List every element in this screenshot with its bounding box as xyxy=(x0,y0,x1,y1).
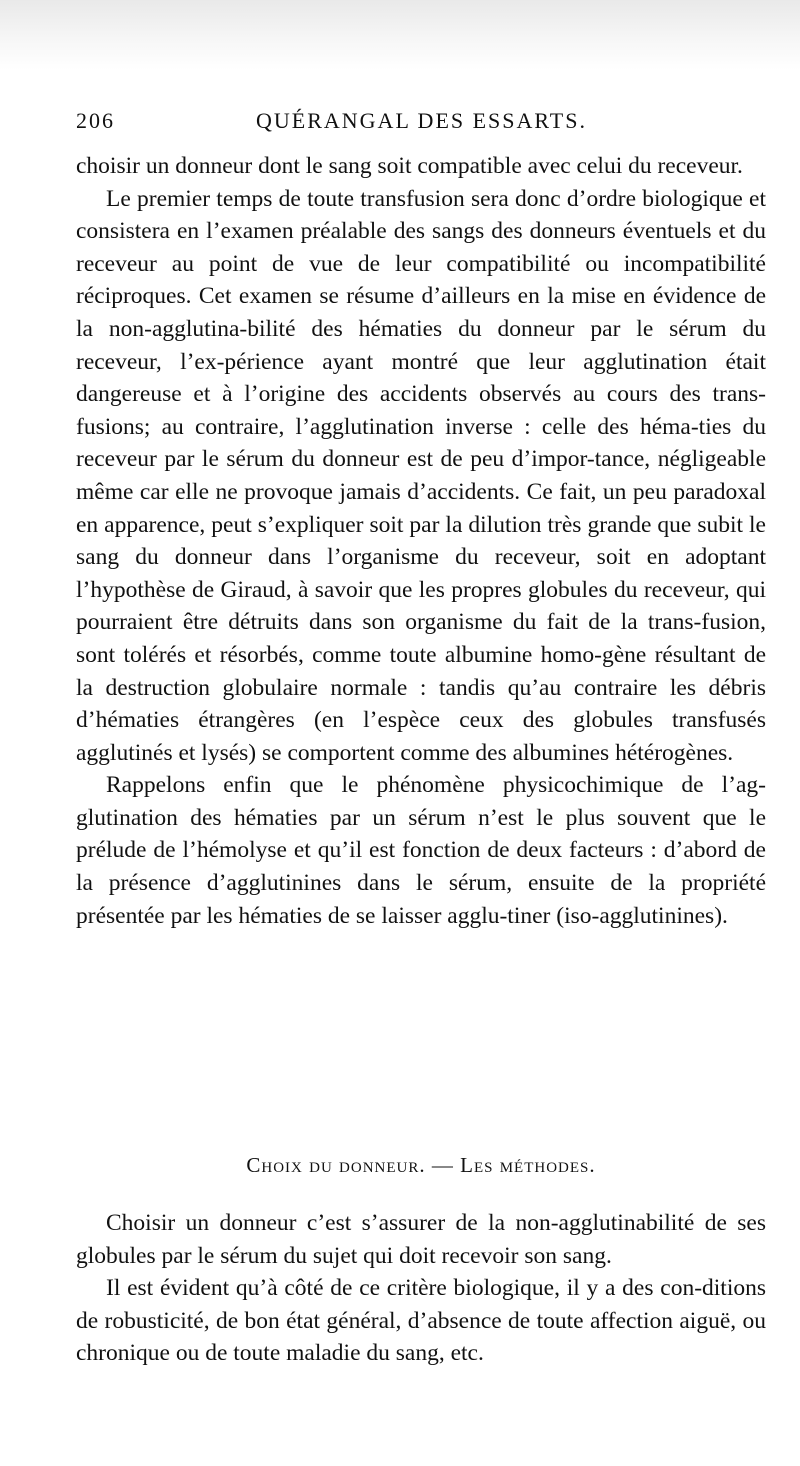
section-text xyxy=(76,1207,766,1370)
paragraph-conditions: Il est évident qu’à côté de ce critère biologique, il y a des con-ditions de robusticité, de bon état général, d’absence de toute affection aiguë, ou chronique ou de toute maladie du sang, etc. xyxy=(76,1275,766,1367)
page-number: 206 xyxy=(76,108,115,133)
paragraph-first-step: Le premier temps de toute transfusion sera donc d’ordre biologique et consistera en l’examen préalable des sangs des donneurs éventuels et du receveur au point de vue de leur compatibilité ou incompatibilité réciproques. Cet examen se résume d’ailleurs en la mise en évidence de la non-agglutina-bilité des hématies du donneur par le sérum du receveur, l’ex-périence ayant montré que leur agglutination était dangereuse et à l’origine des accidents observés au cours des trans-fusions; au contraire, l’agglutination inverse : celle des héma-ties du receveur par le sérum du donneur est de peu d’impor-tance, négligeable même car elle ne provoque jamais d’accidents. Ce fait, un peu paradoxal en apparence, peut s’expliquer soit par la dilution très grande que subit le sang du donneur dans l’organisme du receveur, soit en adoptant l’hypothèse de Giraud, à savoir que les propres globules du receveur, qui pourraient être détruits dans son organisme du fait de la trans-fusion, sont tolérés et résorbés, comme toute albumine homo-gène résultant de la destruction globulaire normale : tandis qu’au contraire les débris d’hématies étrangères (en l’espèce ceux des globules transfusés agglutinés et lysés) se comportent comme des albumines hétérogènes. xyxy=(76,185,766,766)
running-head xyxy=(76,108,766,142)
paragraph-choose-donor: Choisir un donneur c’est s’assurer de la non-agglutinabilité de ses globules par le sérum du sujet qui doit recevoir son sang. xyxy=(76,1210,766,1269)
main-text xyxy=(76,150,766,932)
paragraph-agglutination: Rappelons enfin que le phénomène physicochimique de l’ag-glutination des hématies par un sérum n’est le plus souvent que le prélude de l’hémolyse et qu’il est fonction de deux facteurs : d’abord de la présence d’agglutinines dans le sérum, ensuite de la propriété présentée par les hématies de se laisser agglu-tiner (iso-agglutinines). xyxy=(76,772,766,929)
scan-border xyxy=(0,0,800,70)
section-heading: Choix du donneur. — Les méthodes. xyxy=(246,1153,596,1177)
running-title: QUÉRANGAL DES ESSARTS. xyxy=(256,108,587,133)
paragraph-continuation: choisir un donneur dont le sang soit compatible avec celui du receveur. xyxy=(76,153,743,179)
